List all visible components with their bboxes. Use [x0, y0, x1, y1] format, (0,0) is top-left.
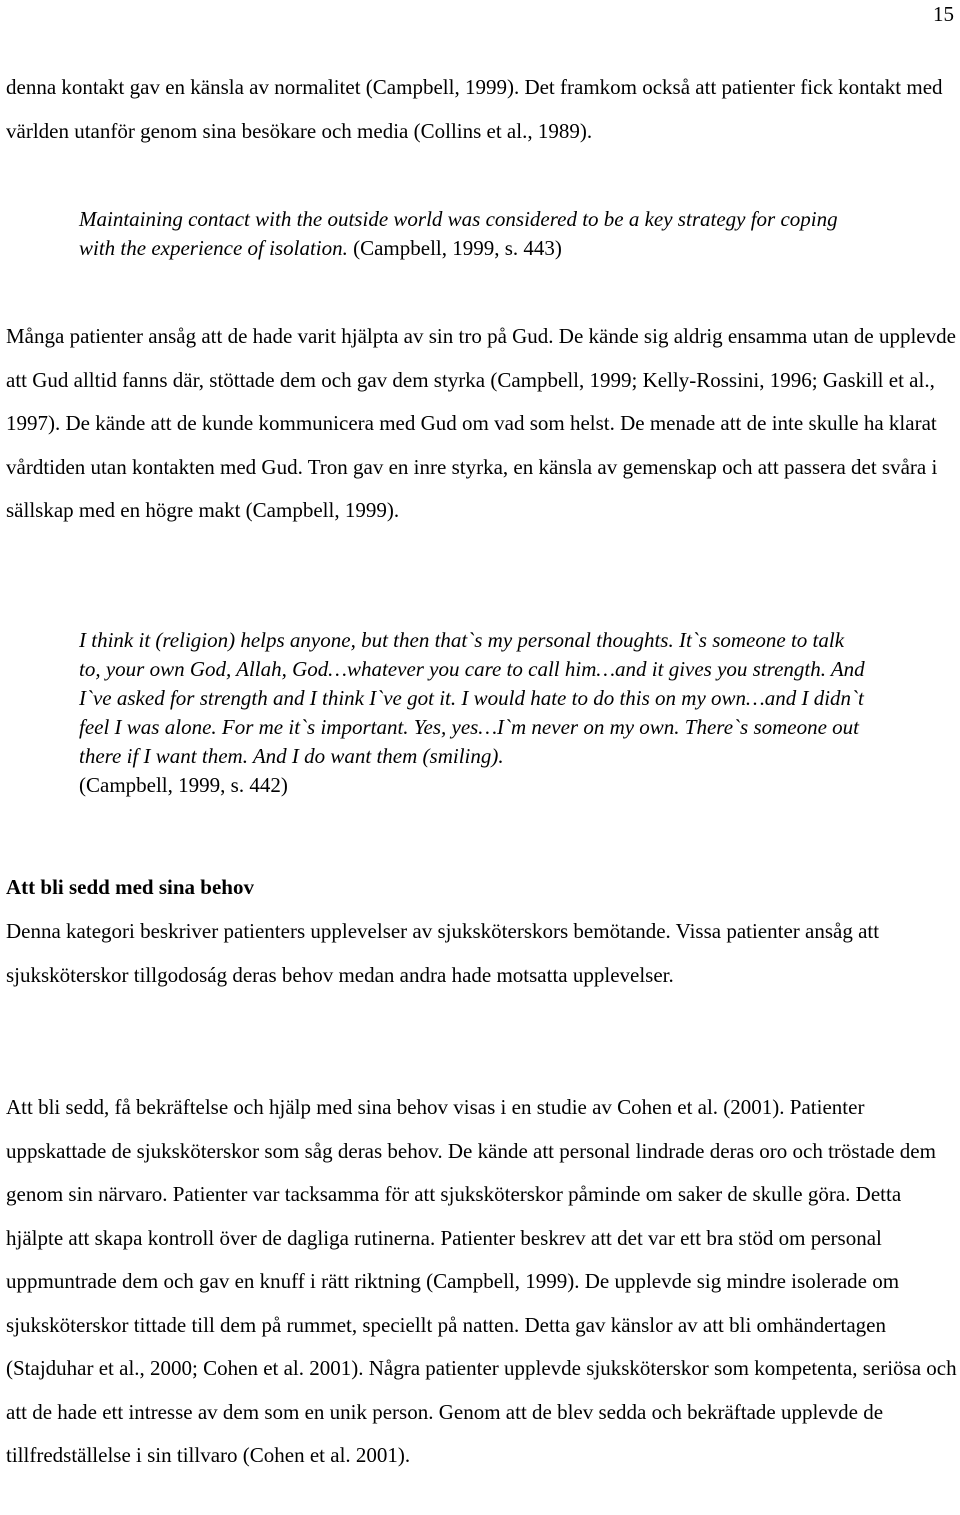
page-number: 15 — [933, 2, 954, 26]
quote-citation: (Campbell, 1999, s. 443) — [353, 236, 562, 260]
paragraph-normality: denna kontakt gav en känsla av normalitet (Campbell, 1999). Det framkom också att patienter fick kontakt med världen utanför genom sina besökare och media (Collins et al., 1989). — [6, 75, 943, 143]
quote-text: Maintaining contact with the outside world was considered to be a key strategy for coping with the experience of isolation. — [79, 207, 838, 260]
block-quote-isolation — [79, 205, 869, 263]
paragraph-faith: Många patienter ansåg att de hade varit hjälpta av sin tro på Gud. De kände sig aldrig ensamma utan de upplevde att Gud alltid fanns där, stöttade dem och gav dem styrka (Campbell, 1999; Kelly-Rossini, 1996; Gaskill et al., 1997). De kände att de kunde kommunicera med Gud om vad som helst. De menade att de inte skulle ha klarat vårdtiden utan kontakten med Gud. Tron gav en inre styrka, en känsla av gemenskap och att passera det svåra i sällskap med en högre makt (Campbell, 1999). — [6, 324, 956, 522]
block-quote-religion — [79, 626, 869, 800]
quote-citation: (Campbell, 1999, s. 442) — [79, 773, 288, 797]
paragraph-being-seen: Att bli sedd, få bekräftelse och hjälp med sina behov visas i en studie av Cohen et al. (2001). Patienter uppskattade de sjuksköterskor som såg deras behov. De kände att personal lindrade deras oro och tröstade dem genom sin närvaro. Patienter var tacksamma för att sjuksköterskor påminde om saker de skulle göra. Detta hjälpte att skapa kontroll över de dagliga rutinerna. Patienter beskrev att det var ett bra stöd om personal uppmuntrade dem och gav en knuff i rätt riktning (Campbell, 1999). De upplevde sig mindre isolerade om sjuksköterskor tittade till dem på rummet, speciellt på natten. Detta gav känslor av att bli omhändertagen (Stajduhar et al., 2000; Cohen et al. 2001). Några patienter upplevde sjuksköterskor som kompetenta, seriösa och att de hade ett intresse av dem som en unik person. Genom att de blev sedda och bekräftade upplevde de tillfredställelse i sin tillvaro (Cohen et al. 2001). — [6, 1095, 957, 1467]
paragraph-category-intro: Denna kategori beskriver patienters upplevelser av sjuksköterskors bemötande. Vissa patienter ansåg att sjuksköterskor tillgodoság deras behov medan andra hade motsatta upplevelser. — [6, 919, 880, 987]
section-heading: Att bli sedd med sina behov — [6, 875, 254, 899]
quote-text: I think it (religion) helps anyone, but then that`s my personal thoughts. It`s someone to talk to, your own God, Allah, God…whatever you care to call him…and it gives you strength. And I`ve asked for strength and I think I`ve got it. I would hate to do this on my own…and I didn`t feel I was alone. For me it`s important. Yes, yes…I`m never on my own. There`s someone out there if I want them. And I do want them (smiling). — [79, 628, 865, 768]
